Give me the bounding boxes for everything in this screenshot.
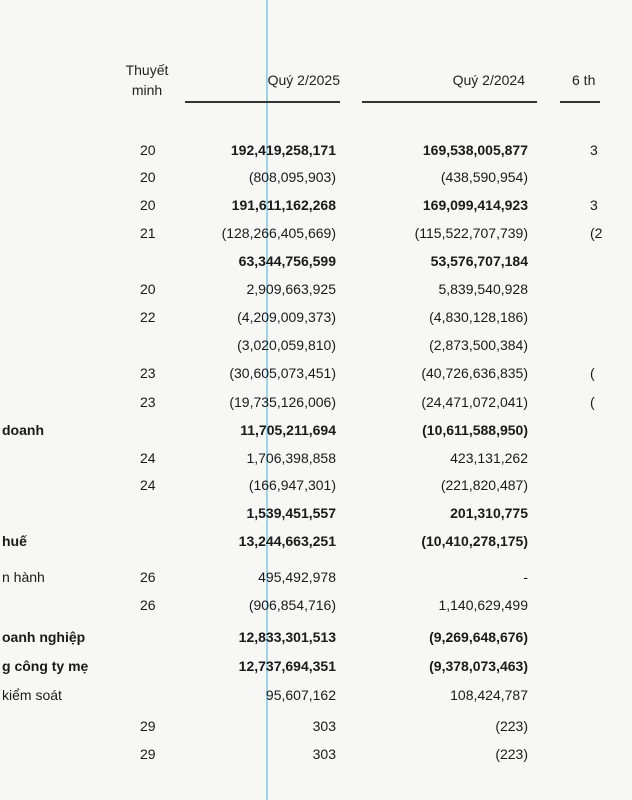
- table-row: [0, 222, 603, 246]
- table-row: [0, 566, 600, 590]
- value-q2-2024: (9,269,648,676): [429, 629, 528, 645]
- note-number: 20: [140, 281, 156, 297]
- table-row: [0, 194, 600, 218]
- value-q2-2025: (19,735,126,006): [229, 394, 336, 410]
- table-row: [0, 594, 600, 618]
- table-row: [0, 626, 600, 650]
- value-q2-2025: 303: [312, 718, 336, 734]
- table-row: [0, 743, 600, 767]
- value-q2-2025: (4,209,009,373): [237, 309, 336, 325]
- row-label: g công ty mẹ: [2, 658, 89, 674]
- note-number: 20: [140, 142, 156, 158]
- table-row: [0, 334, 600, 358]
- row-label: oanh nghiệp: [2, 629, 86, 645]
- value-q2-2024: (438,590,954): [440, 169, 528, 185]
- table-row: [0, 419, 600, 443]
- value-six-month: 3: [590, 142, 598, 158]
- value-q2-2025: 12,737,694,351: [238, 658, 336, 674]
- value-q2-2025: (128,266,405,669): [221, 225, 336, 241]
- note-number: 29: [140, 718, 156, 734]
- value-q2-2025: (906,854,716): [248, 597, 336, 613]
- value-six-month: (: [590, 365, 595, 381]
- note-number: 24: [140, 477, 156, 493]
- value-six-month: (2: [590, 225, 603, 241]
- value-q2-2025: 192,419,258,171: [230, 142, 336, 158]
- header-underline-six-month: [560, 101, 600, 103]
- value-q2-2024: (115,522,707,739): [414, 225, 528, 241]
- header-underline-q2-2024: [362, 101, 537, 103]
- value-q2-2024: 5,839,540,928: [438, 281, 528, 297]
- value-q2-2025: (166,947,301): [248, 477, 336, 493]
- value-q2-2024: (2,873,500,384): [429, 337, 528, 353]
- table-row: [0, 166, 600, 190]
- q2-2024-column-header: Quý 2/2024: [452, 72, 525, 88]
- table-row: [0, 278, 600, 302]
- table-row: [0, 306, 600, 330]
- table-row: [0, 530, 600, 554]
- value-q2-2025: 95,607,162: [265, 687, 336, 703]
- note-header-line1: Thuyết: [125, 62, 169, 78]
- value-q2-2024: (9,378,073,463): [429, 658, 528, 674]
- table-row: [0, 502, 600, 526]
- value-q2-2024: 53,576,707,184: [430, 253, 528, 269]
- value-q2-2024: (24,471,072,041): [421, 394, 528, 410]
- value-q2-2024: 169,538,005,877: [422, 142, 528, 158]
- table-row: [0, 474, 600, 498]
- table-row: [0, 391, 600, 415]
- note-number: 20: [140, 169, 156, 185]
- note-number: 21: [140, 225, 156, 241]
- note-number: 24: [140, 450, 156, 466]
- table-row: [0, 715, 600, 739]
- value-six-month: (: [590, 394, 595, 410]
- value-q2-2025: (3,020,059,810): [237, 337, 336, 353]
- value-q2-2024: (221,820,487): [440, 477, 528, 493]
- table-row: [0, 362, 600, 386]
- table-row: [0, 139, 600, 163]
- note-number: 29: [140, 746, 156, 762]
- row-label: n hành: [2, 569, 45, 585]
- value-q2-2025: 1,706,398,858: [246, 450, 336, 466]
- value-q2-2024: (10,410,278,175): [421, 533, 528, 549]
- value-q2-2025: 12,833,301,513: [238, 629, 336, 645]
- value-q2-2025: 13,244,663,251: [238, 533, 336, 549]
- value-q2-2024: (40,726,636,835): [421, 365, 528, 381]
- value-q2-2024: 201,310,775: [450, 505, 528, 521]
- q2-2025-column-header: Quý 2/2025: [267, 72, 340, 88]
- note-number: 26: [140, 569, 156, 585]
- row-label: kiểm soát: [2, 687, 62, 703]
- value-q2-2024: 108,424,787: [450, 687, 528, 703]
- note-header-line2: minh: [131, 82, 163, 98]
- note-number: 20: [140, 197, 156, 213]
- value-q2-2024: (4,830,128,186): [429, 309, 528, 325]
- value-q2-2024: (223): [495, 746, 528, 762]
- value-q2-2025: 495,492,978: [258, 569, 336, 585]
- row-label: huế: [2, 533, 27, 549]
- value-q2-2025: 1,539,451,557: [246, 505, 336, 521]
- value-q2-2025: 63,344,756,599: [238, 253, 336, 269]
- value-q2-2024: 423,131,262: [450, 450, 528, 466]
- value-six-month: 3: [590, 197, 598, 213]
- value-q2-2025: 11,705,211,694: [240, 422, 336, 438]
- note-column-header: [112, 60, 182, 100]
- value-q2-2025: (30,605,073,451): [229, 365, 336, 381]
- value-q2-2024: (10,611,588,950): [422, 422, 528, 438]
- value-q2-2025: 2,909,663,925: [246, 281, 336, 297]
- table-row: [0, 447, 600, 471]
- row-label: doanh: [2, 422, 44, 438]
- value-q2-2024: 169,099,414,923: [422, 197, 528, 213]
- note-number: 23: [140, 394, 156, 410]
- note-number: 22: [140, 309, 156, 325]
- table-row: [0, 655, 600, 679]
- header-underline-q2-2025: [185, 101, 340, 103]
- value-q2-2025: 303: [312, 746, 336, 762]
- value-q2-2024: 1,140,629,499: [438, 597, 528, 613]
- table-row: [0, 684, 600, 708]
- table-row: [0, 250, 600, 274]
- value-q2-2025: (808,095,903): [248, 169, 336, 185]
- note-number: 23: [140, 365, 156, 381]
- note-number: 26: [140, 597, 156, 613]
- six-month-column-header: 6 th: [572, 72, 596, 88]
- value-q2-2025: 191,611,162,268: [231, 197, 336, 213]
- value-q2-2024: -: [523, 569, 528, 585]
- value-q2-2024: (223): [495, 718, 528, 734]
